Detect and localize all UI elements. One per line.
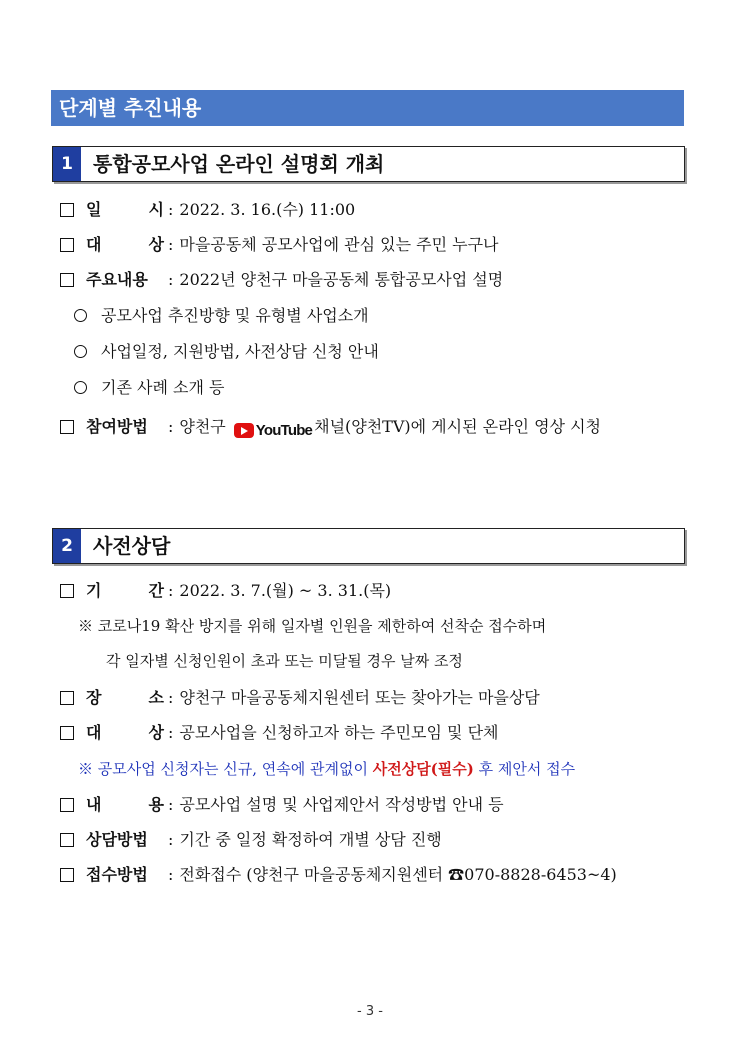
s2-note-2: ※ 공모사업 신청자는 신규, 연속에 관계없이 사전상담(필수) 후 제안서 접수	[78, 760, 576, 778]
s2-consult-row: 상담방법 : 기간 중 일정 확정하여 개별 상담 진행	[60, 829, 442, 851]
content-label: 주요내용	[86, 270, 148, 289]
section-2-number: 2	[53, 529, 81, 563]
page-number: - 3 -	[357, 1004, 383, 1019]
method-prefix: 양천구	[179, 417, 226, 436]
checkbox-square-icon	[60, 203, 74, 217]
checkbox-square-icon	[60, 691, 74, 705]
required-highlight: 사전상담(필수)	[372, 760, 474, 778]
checkbox-square-icon	[60, 726, 74, 740]
section-1-number: 1	[53, 147, 81, 181]
checkbox-square-icon	[60, 833, 74, 847]
s1-target-row: 대 상 : 마을공동체 공모사업에 관심 있는 주민 누구나	[60, 234, 499, 256]
section-1-title: 통합공모사업 온라인 설명회 개최	[93, 152, 385, 176]
youtube-play-icon	[234, 423, 254, 438]
period-label: 기 간	[86, 581, 164, 600]
section-1-header	[52, 146, 685, 182]
s2-period-row: 기 간 : 2022. 3. 7.(월) ~ 3. 31.(목)	[60, 580, 391, 602]
target-label: 대 상	[86, 723, 164, 742]
period-value: 2022. 3. 7.(월) ~ 3. 31.(목)	[179, 581, 392, 600]
page-banner: 단계별 추진내용	[51, 90, 684, 126]
s1-datetime-row: 일 시 : 2022. 3. 16.(수) 11:00	[60, 199, 355, 221]
target-value: 마을공동체 공모사업에 관심 있는 주민 누구나	[179, 235, 499, 254]
method-suffix: 채널(양천TV)에 게시된 온라인 영상 시청	[314, 417, 602, 436]
section-2-title: 사전상담	[93, 534, 171, 558]
s1-method-row: 참여방법 : 양천구 YouTube 채널(양천TV)에 게시된 온라인 영상 시청	[60, 416, 601, 442]
content-value: 공모사업 설명 및 사업제안서 작성방법 안내 등	[179, 795, 504, 814]
checkbox-square-icon	[60, 238, 74, 252]
circle-bullet-icon	[74, 345, 87, 358]
method-label: 참여방법	[86, 417, 148, 436]
receipt-value: 전화접수 (양천구 마을공동체지원센터 ☎070-8828-6453~4)	[179, 865, 617, 884]
checkbox-square-icon	[60, 420, 74, 434]
content-value: 2022년 양천구 마을공동체 통합공모사업 설명	[179, 270, 504, 289]
s1-sub-item-2: 사업일정, 지원방법, 사전상담 신청 안내	[74, 341, 379, 363]
content-label: 내 용	[86, 795, 164, 814]
section-2-header	[52, 528, 685, 564]
s1-content-row: 주요내용 : 2022년 양천구 마을공동체 통합공모사업 설명	[60, 269, 503, 291]
datetime-label: 일 시	[86, 200, 164, 219]
checkbox-square-icon	[60, 273, 74, 287]
place-label: 장 소	[86, 688, 164, 707]
s2-receipt-row: 접수방법 : 전화접수 (양천구 마을공동체지원센터 ☎070-8828-6453~4)	[60, 864, 617, 886]
checkbox-square-icon	[60, 868, 74, 882]
circle-bullet-icon	[74, 381, 87, 394]
s1-sub-item-3: 기존 사례 소개 등	[74, 377, 224, 399]
place-value: 양천구 마을공동체지원센터 또는 찾아가는 마을상담	[179, 688, 540, 707]
youtube-logo: YouTube	[234, 419, 312, 442]
target-value: 공모사업을 신청하고자 하는 주민모임 및 단체	[179, 723, 499, 742]
s1-sub-item-1: 공모사업 추진방향 및 유형별 사업소개	[74, 305, 369, 327]
checkbox-square-icon	[60, 798, 74, 812]
circle-bullet-icon	[74, 309, 87, 322]
s2-target-row: 대 상 : 공모사업을 신청하고자 하는 주민모임 및 단체	[60, 722, 499, 744]
consult-value: 기간 중 일정 확정하여 개별 상담 진행	[179, 830, 442, 849]
checkbox-square-icon	[60, 584, 74, 598]
s2-note-1-line-1: ※ 코로나19 확산 방지를 위해 일자별 인원을 제한하여 선착순 접수하며	[78, 617, 547, 635]
receipt-label: 접수방법	[86, 865, 148, 884]
datetime-value: 2022. 3. 16.(수) 11:00	[179, 200, 356, 219]
consult-label: 상담방법	[86, 830, 148, 849]
s2-note-1-line-2: 각 일자별 신청인원이 초과 또는 미달될 경우 날짜 조정	[106, 652, 463, 670]
target-label: 대 상	[86, 235, 164, 254]
s2-place-row: 장 소 : 양천구 마을공동체지원센터 또는 찾아가는 마을상담	[60, 687, 540, 709]
s2-content-row: 내 용 : 공모사업 설명 및 사업제안서 작성방법 안내 등	[60, 794, 504, 816]
